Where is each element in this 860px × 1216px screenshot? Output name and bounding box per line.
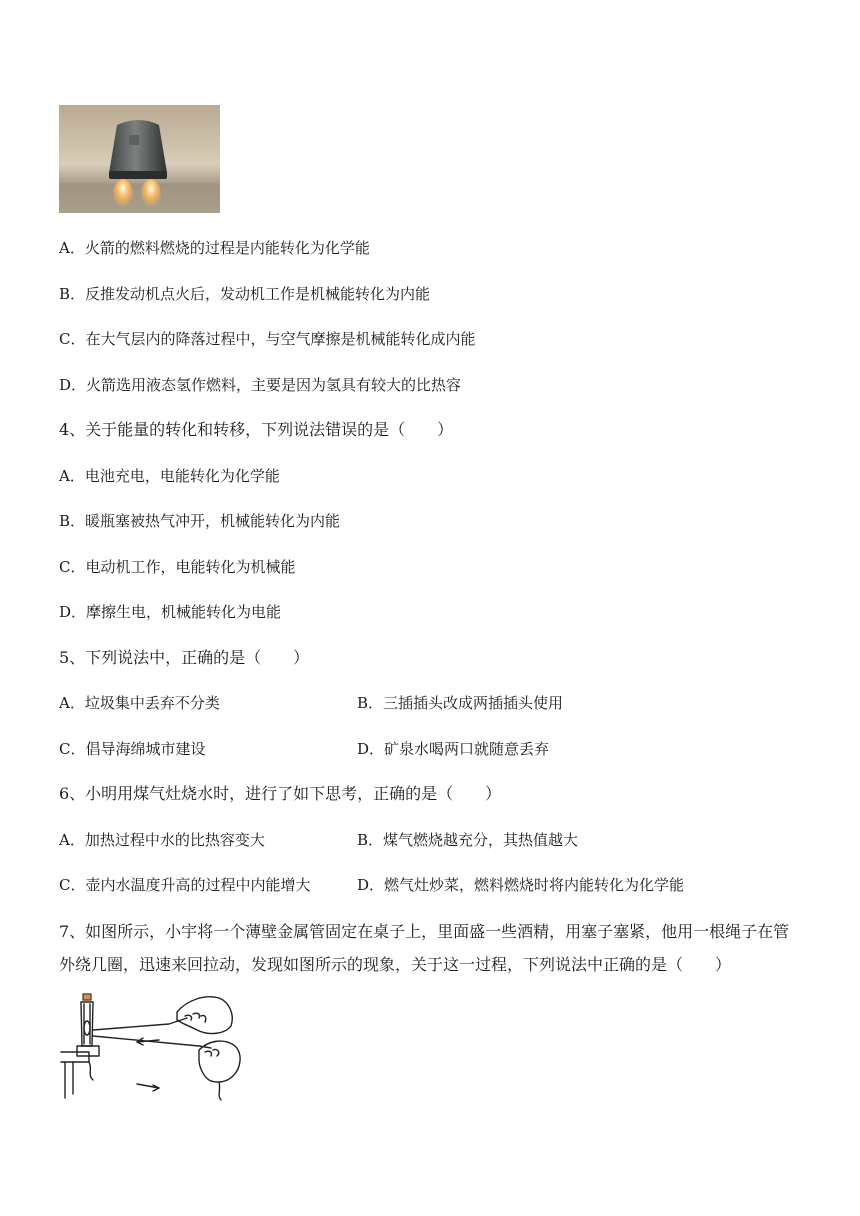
- q4-option-c: C．电动机工作，电能转化为机械能: [59, 558, 296, 576]
- q6-option-a: A．加热过程中水的比热容变大: [59, 831, 265, 849]
- tube-rope-figure: [59, 990, 244, 1102]
- q3-option-b: B．反推发动机点火后，发动机工作是机械能转化为内能: [59, 285, 431, 303]
- q3-option-d: D．火箭选用液态氢作燃料，主要是因为氢具有较大的比热容: [59, 376, 462, 394]
- q5-option-b: B．三插插头改成两插插头使用: [357, 694, 564, 712]
- q6-option-b: B．煤气燃烧越充分，其热值越大: [357, 831, 579, 849]
- q5-option-c: C．倡导海绵城市建设: [59, 740, 206, 758]
- q4-option-d: D．摩擦生电，机械能转化为电能: [59, 603, 282, 621]
- q7-stem: 7、如图所示，小宇将一个薄壁金属管固定在桌子上，里面盛一些酒精，用塞子塞紧，他用一根绳子在管外绕几圈，迅速来回拉动，发现如图所示的现象，关于这一过程，下列说法中正确的是（ ）: [59, 922, 790, 974]
- q4-option-a: A．电池充电，电能转化为化学能: [59, 467, 280, 485]
- q6-stem: 6、小明用煤气灶烧水时，进行了如下思考，正确的是（ ）: [59, 784, 502, 803]
- q6-option-d: D．燃气灶炒菜，燃料燃烧时将内能转化为化学能: [357, 876, 685, 894]
- q5-option-a: A．垃圾集中丢弃不分类: [59, 694, 220, 712]
- capsule-photo: [59, 105, 220, 213]
- q4-option-b: B．暖瓶塞被热气冲开，机械能转化为内能: [59, 512, 341, 530]
- q3-option-a: A．火箭的燃料燃烧的过程是内能转化为化学能: [59, 239, 370, 257]
- q3-option-c: C．在大气层内的降落过程中，与空气摩擦是机械能转化成内能: [59, 330, 476, 348]
- q4-stem: 4、关于能量的转化和转移，下列说法错误的是（ ）: [59, 420, 454, 439]
- q5-stem: 5、下列说法中，正确的是（ ）: [59, 648, 310, 667]
- q5-option-d: D．矿泉水喝两口就随意丢弃: [357, 740, 550, 758]
- q6-option-c: C．壶内水温度升高的过程中内能增大: [59, 876, 311, 894]
